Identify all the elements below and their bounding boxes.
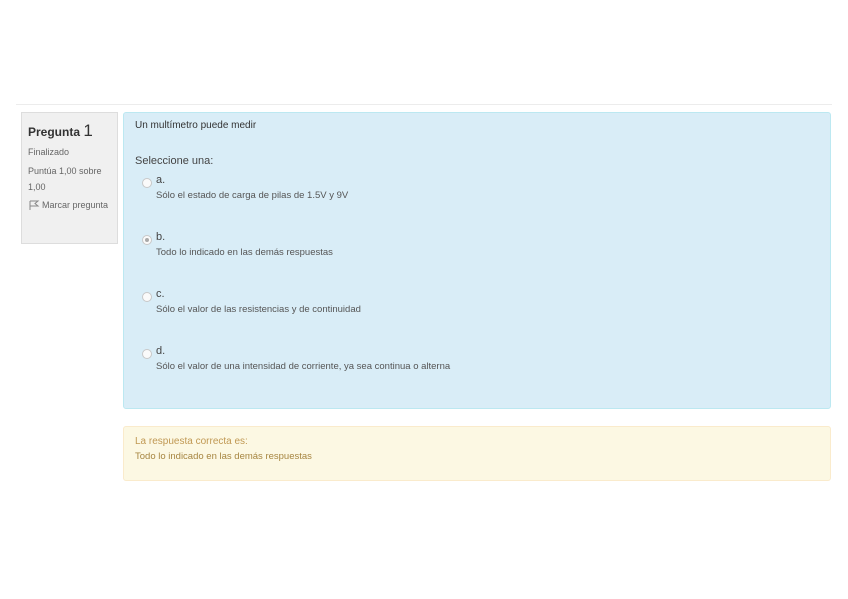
question-grade: Puntúa 1,00 sobre 1,00 [28, 166, 102, 192]
question-state: Finalizado [28, 147, 70, 157]
option-text: Sólo el valor de una intensidad de corriente, ya sea continua o alterna [156, 361, 451, 372]
question-info-panel [21, 112, 118, 244]
option-text: Sólo el valor de las resistencias y de continuidad [156, 304, 361, 315]
feedback-panel [123, 426, 831, 481]
radio-option-c[interactable] [142, 292, 152, 302]
correct-answer-label: La respuesta correcta es: [135, 436, 248, 447]
flag-question-link[interactable] [28, 198, 111, 212]
option-letter: b. [156, 231, 166, 243]
flag-icon [28, 199, 40, 211]
correct-answer-text: Todo lo indicado en las demás respuestas [135, 451, 312, 462]
answer-prompt: Seleccione una: [135, 155, 214, 167]
question-title: Pregunta [28, 125, 81, 139]
answer-option-c[interactable] [135, 287, 819, 344]
radio-option-a[interactable] [142, 178, 152, 188]
question-heading [28, 121, 111, 141]
answer-option-a[interactable] [135, 173, 819, 230]
option-letter: c. [156, 288, 165, 300]
top-divider [16, 104, 832, 105]
question-number: 1 [83, 121, 93, 140]
radio-option-d[interactable] [142, 349, 152, 359]
option-letter: a. [156, 174, 166, 186]
option-text: Todo lo indicado en las demás respuestas [156, 247, 333, 258]
option-letter: d. [156, 345, 166, 357]
flag-question-label: Marcar pregunta [42, 200, 109, 210]
answer-option-d[interactable] [135, 344, 819, 401]
option-text: Sólo el estado de carga de pilas de 1.5V y 9V [156, 190, 349, 201]
question-formulation [123, 112, 831, 409]
answer-option-b[interactable] [135, 230, 819, 287]
radio-option-b[interactable] [142, 235, 152, 245]
answer-options [135, 173, 819, 401]
question-text: Un multímetro puede medir [135, 120, 257, 131]
